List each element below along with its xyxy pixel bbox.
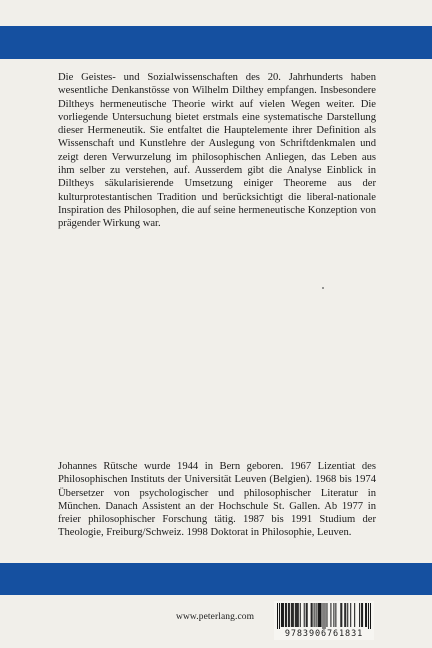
barcode-bar (304, 603, 305, 627)
barcode-bar (326, 603, 327, 627)
barcode-bar (359, 603, 360, 627)
barcode-bar (350, 603, 351, 627)
author-bio: Johannes Rütsche wurde 1944 in Bern geboren. 1967 Lizentiat des Philosophischen Instituts der Universität Leuven (Belgien). 1968 bis 1974 Übersetzer von psychologischer und philosophischer Literatur in München. Danach Assistent an der Hochschule St. Gallen. Ab 1977 in freier philosophischer Forschung tätig. 1987 bis 1991 Studium der Theologie, Freiburg/Schweiz. 1998 Doktorat in Philosophie, Leuven. (58, 461, 376, 539)
barcode-bar (277, 603, 278, 629)
publisher-website: www.peterlang.com (176, 612, 255, 622)
barcode-bar (300, 603, 301, 627)
barcode-bar (340, 603, 341, 627)
barcode-bar (297, 603, 298, 627)
barcode-bar (281, 603, 282, 627)
isbn-barcode (274, 601, 374, 640)
barcode-bar (291, 603, 292, 627)
barcode-bar (314, 603, 315, 627)
barcode-bar (354, 603, 355, 627)
barcode-bar (285, 603, 286, 627)
barcode-bar (321, 603, 322, 627)
barcode-number: 9783906761831 (284, 629, 364, 639)
barcode-bars-icon (277, 603, 371, 629)
printing-speck (322, 287, 324, 289)
top-color-band (0, 26, 432, 59)
barcode-bar (316, 603, 317, 627)
barcode-bar (307, 603, 308, 627)
barcode-bar (320, 603, 321, 627)
barcode-bar (292, 603, 293, 627)
barcode-bar (296, 603, 297, 627)
barcode-bar (295, 603, 296, 627)
bottom-color-band (0, 563, 432, 595)
barcode-bar (289, 603, 290, 627)
barcode-bar (311, 603, 312, 627)
barcode-bar (366, 603, 367, 627)
barcode-bar (370, 603, 371, 629)
barcode-bar (362, 603, 363, 627)
barcode-bar (324, 603, 325, 629)
barcode-bar (293, 603, 294, 627)
barcode-bar (330, 603, 331, 627)
barcode-bar (323, 603, 324, 629)
barcode-bar (282, 603, 283, 627)
barcode-bar (319, 603, 320, 627)
barcode-bar (365, 603, 366, 627)
barcode-bar (318, 603, 319, 627)
barcode-bar (368, 603, 369, 629)
barcode-bar (288, 603, 289, 627)
barcode-bar (286, 603, 287, 627)
barcode-bar (312, 603, 313, 627)
barcode-bar (347, 603, 348, 627)
barcode-bar (341, 603, 342, 627)
barcode-bar (279, 603, 280, 629)
barcode-bar (306, 603, 307, 627)
barcode-bar (335, 603, 336, 627)
book-blurb: Die Geistes- und Sozialwissenschaften des 20. Jahrhunderts haben wesentliche Denkanstösse von Wilhelm Dilthey empfangen. Insbesondere Diltheys hermeneutische Theorie wirkt auf vielen Wegen weiter. Die vorliegende Untersuchung bietet erstmals eine systematische Darstellung dieser Hermeneutik. Sie entfaltet die Hauptelemente ihrer Definition als Wissenschaft und Kunstlehre der Auslegung von Schriftdenkmalen und zeigt deren Verwurzelung im philosophischen Anliegen, das Leben aus ihm selber zu verstehen, auf. Ausserdem gibt die Analyse Einblick in Diltheys säkularisierende Umsetzung einiger Theoreme aus der kulturprotestantischen Tradition und berücksichtigt die liberal-nationale Inspiration des Philosophen, die auf seine hermeneutische Konzeption von prägender Wirkung war. (58, 72, 376, 230)
barcode-bar (333, 603, 334, 627)
barcode-bar (345, 603, 346, 627)
barcode-bar (344, 603, 345, 627)
barcode-bar (283, 603, 284, 627)
barcode-bar (298, 603, 299, 627)
barcode-bar (361, 603, 362, 627)
